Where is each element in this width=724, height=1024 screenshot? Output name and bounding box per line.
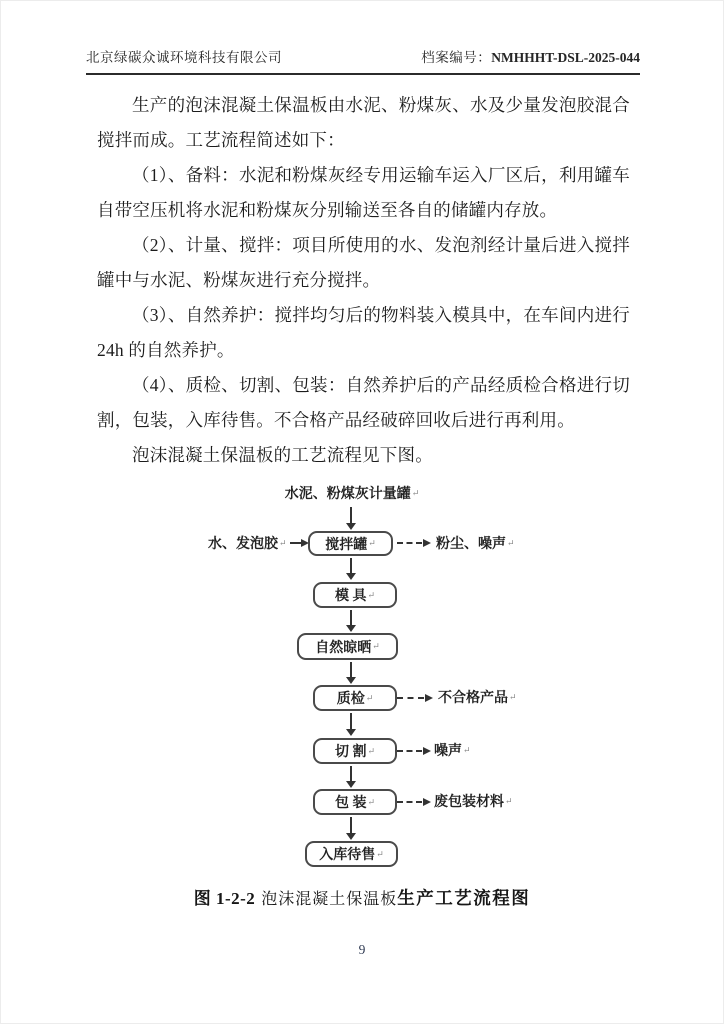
flow-node-natural-drying: [297, 633, 398, 660]
figure-caption: [0, 884, 724, 910]
page-header: [86, 46, 640, 75]
flow-node-packaging: [313, 789, 397, 815]
flow-output-label-dust-noise: [436, 533, 515, 555]
flow-node-storage: [305, 841, 398, 867]
dashed-arrow-right-icon: [397, 542, 422, 544]
flow-node-quality-check: [313, 685, 397, 711]
eol-mark: ↵: [279, 538, 287, 548]
flow-node-label: 自然晾晒: [315, 640, 372, 656]
eol-mark: ↵: [509, 692, 517, 702]
eol-mark: ↵: [367, 796, 376, 807]
eol-mark: ↵: [367, 589, 376, 600]
eol-mark: ↵: [367, 745, 376, 756]
flow-output-text: 废包装材料: [434, 795, 504, 810]
flow-node-cutting: [313, 738, 397, 764]
arrow-down-icon: [350, 507, 352, 523]
dashed-arrow-right-icon: [397, 697, 424, 699]
archive-number-value: NMHHHT-DSL-2025-044: [491, 50, 640, 65]
flow-input-label: [208, 533, 286, 555]
flow-node-label: 质检: [336, 692, 365, 707]
paragraph-flow-intro: 泡沫混凝土保温板的工艺流程见下图。: [132, 445, 433, 465]
arrow-down-icon: [350, 558, 352, 573]
flow-node-label: 入库待售: [319, 848, 376, 863]
eol-mark: ↵: [368, 538, 376, 548]
eol-mark: ↵: [376, 848, 384, 859]
paragraph-step4: （4）、质检、切割、包装：自然养护后的产品经质检合格进行切割，包装，入库待售。不合格产品经破碎回收后进行再利用。: [97, 375, 630, 430]
paragraph-step3: （3）、自然养护：搅拌均匀后的物料装入模具中，在车间内进行 24h 的自然养护。: [97, 305, 630, 360]
flow-output-label-waste-packaging: [434, 791, 513, 813]
flow-top-source-label: [232, 483, 472, 505]
flow-output-text: 噪声: [434, 744, 462, 759]
flow-node-mixing-tank: [308, 531, 393, 556]
page-number: 9: [358, 942, 366, 957]
arrow-down-icon: [350, 817, 352, 833]
flow-node-mold: [313, 582, 397, 608]
flow-output-text: 不合格产品: [438, 691, 508, 706]
arrow-right-icon: [290, 542, 301, 544]
archive-number-label: 档案编号：: [421, 50, 492, 65]
figure-number: 图 1-2-2: [193, 889, 256, 908]
flow-node-label: 搅拌罐: [325, 537, 368, 553]
paragraph-step2: （2）、计量、搅拌：项目所使用的水、发泡剂经计量后进入搅拌罐中与水泥、粉煤灰进行充分搅拌。: [97, 235, 630, 290]
archive-number: [421, 46, 640, 66]
flow-node-label: 包 装: [334, 796, 367, 811]
eol-mark: ↵: [505, 796, 513, 806]
flow-output-text: 粉尘、噪声: [436, 537, 506, 552]
dashed-arrow-right-icon: [397, 801, 422, 803]
flow-input-text: 水、发泡胶: [208, 537, 278, 552]
dashed-arrow-right-icon: [397, 750, 422, 752]
flow-top-source-text: 水泥、粉煤灰计量罐: [284, 487, 411, 502]
eol-mark: ↵: [365, 692, 374, 703]
arrow-down-icon: [350, 766, 352, 781]
flow-node-label: 切 割: [334, 745, 367, 760]
figure-title-light: 泡沫混凝土保温板: [261, 891, 398, 908]
arrow-down-icon: [350, 610, 352, 625]
eol-mark: ↵: [372, 641, 380, 651]
body-text: [97, 88, 630, 473]
flow-output-label-defective: [438, 687, 517, 709]
eol-mark: ↵: [463, 745, 471, 755]
figure-title-bold: 生产工艺流程图: [397, 888, 531, 908]
eol-mark: ↵: [507, 538, 515, 548]
arrow-down-icon: [350, 713, 352, 729]
flow-output-label-noise: [434, 740, 471, 762]
eol-mark: ↵: [411, 488, 420, 498]
arrow-down-icon: [350, 662, 352, 677]
paragraph-step1: （1）、备料：水泥和粉煤灰经专用运输车运入厂区后，利用罐车自带空压机将水泥和粉煤灰分别输送至各自的储罐内存放。: [97, 165, 630, 220]
company-name: 北京绿碳众诚环境科技有限公司: [86, 50, 282, 65]
paragraph-intro: 生产的泡沫混凝土保温板由水泥、粉煤灰、水及少量发泡胶混合搅拌而成。工艺流程简述如下：: [97, 95, 630, 150]
flow-node-label: 模 具: [334, 589, 367, 604]
